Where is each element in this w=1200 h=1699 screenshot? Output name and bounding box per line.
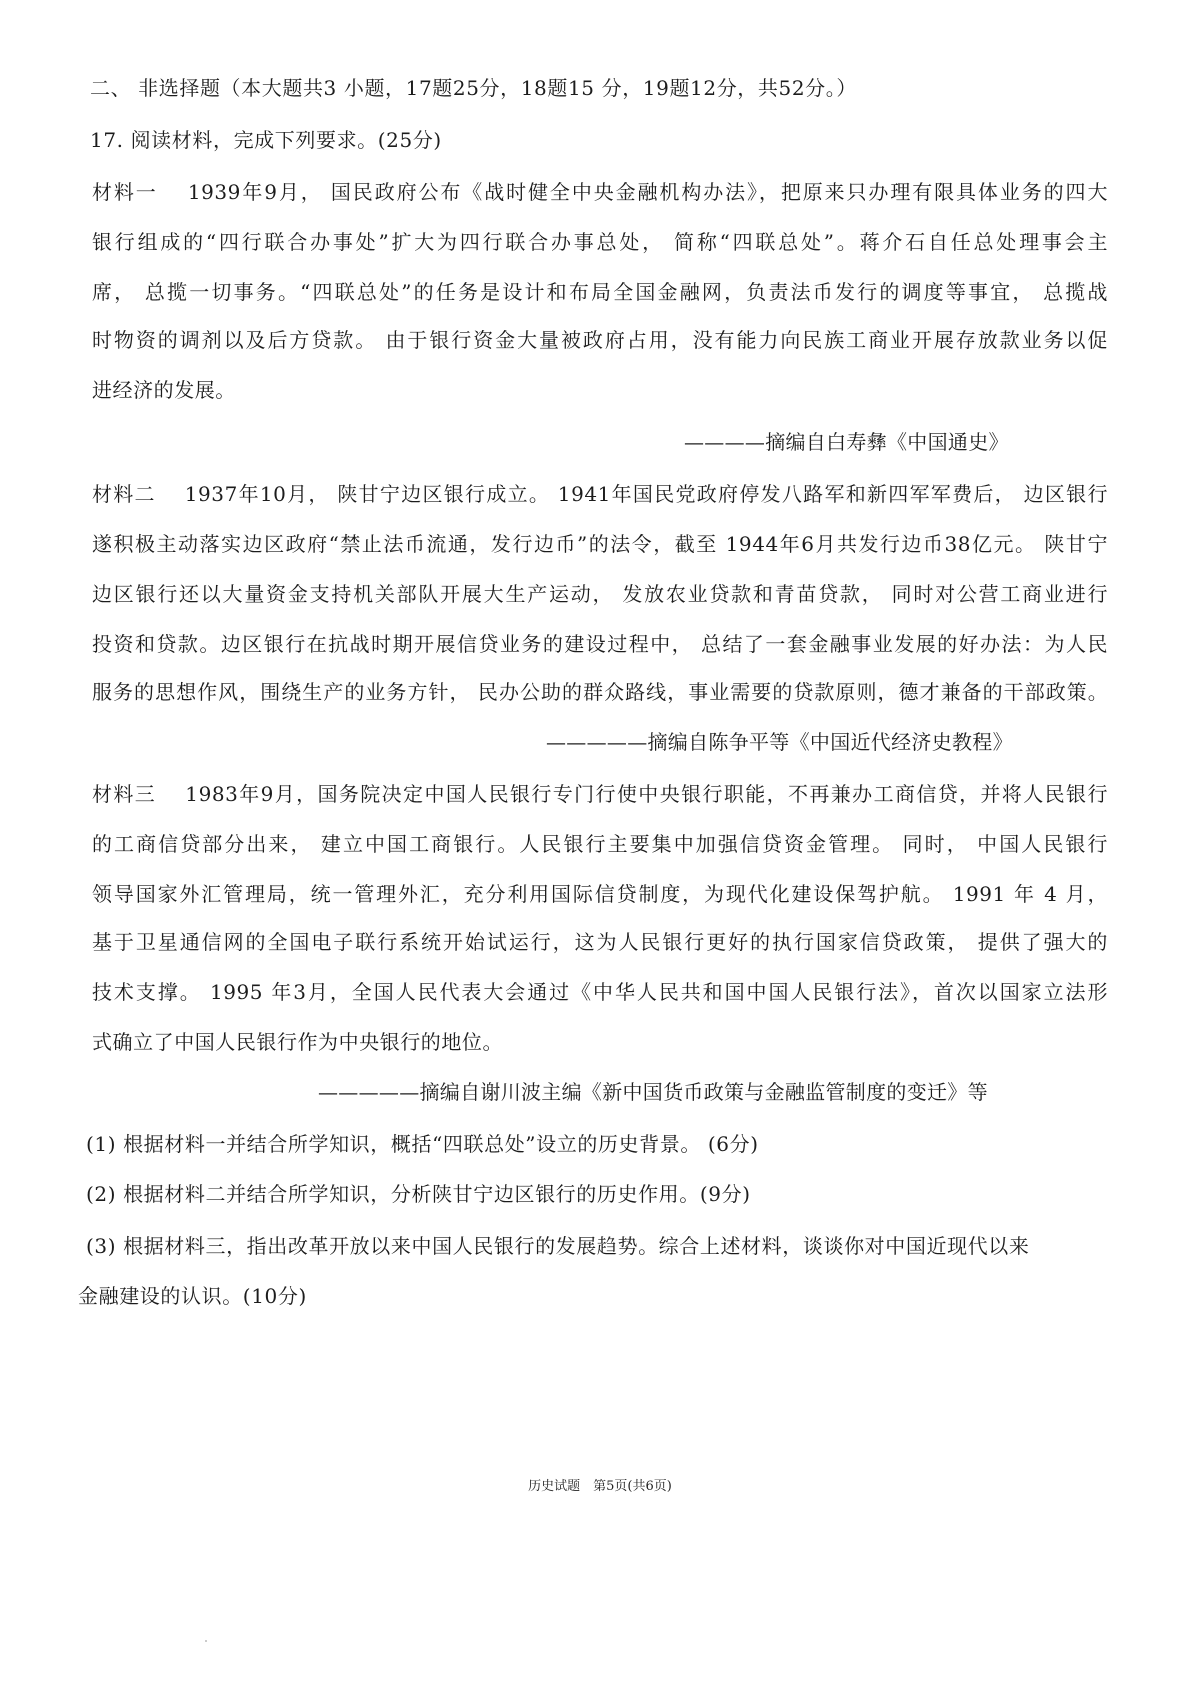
scan-speck [205, 1640, 207, 1642]
material-one-line: 材料一 1939年9月， 国民政府公布《战时健全中央金融机构办法》，把原来只办理有限具体业务的四大 [92, 180, 1108, 204]
question-prompt: 17. 阅读材料，完成下列要求。(25分) [90, 128, 442, 152]
material-two-line: 遂积极主动落实边区政府“禁止法币流通，发行边币”的法令，截至 1944年6月共发行边币38亿元。 陕甘宁 [92, 532, 1108, 556]
material-three-line: 的工商信贷部分出来， 建立中国工商银行。人民银行主要集中加强信贷资金管理。 同时， 中国人民银行 [92, 832, 1108, 856]
task-two: (2) 根据材料二并结合所学知识，分析陕甘宁边区银行的历史作用。(9分) [86, 1182, 751, 1206]
material-one-line: 时物资的调剂以及后方贷款。 由于银行资金大量被政府占用，没有能力向民族工商业开展存放款业务以促 [92, 328, 1108, 352]
material-two-line: 边区银行还以大量资金支持机关部队开展大生产运动， 发放农业贷款和青苗贷款， 同时对公营工商业进行 [92, 582, 1108, 606]
material-one-line: 银行组成的“四行联合办事处”扩大为四行联合办事总处， 简称“四联总处”。蒋介石自任总处理事会主 [92, 230, 1108, 254]
task-one: (1) 根据材料一并结合所学知识，概括“四联总处”设立的历史背景。 (6分) [86, 1132, 759, 1156]
section-heading: 二、 非选择题（本大题共3 小题，17题25分，18题15 分，19题12分，共52分。） [90, 76, 857, 100]
material-one-line: 席， 总揽一切事务。“四联总处”的任务是设计和布局全国金融网，负责法币发行的调度等事宜， 总揽战 [92, 280, 1108, 304]
material-three-line: 技术支撑。 1995 年3月，全国人民代表大会通过《中华人民共和国中国人民银行法》，首次以国家立法形 [92, 980, 1108, 1004]
material-one-source: ————摘编自白寿彝《中国通史》 [684, 430, 1009, 454]
page-footer: 历史试题 第5页(共6页) [528, 1479, 672, 1494]
material-one-line: 进经济的发展。 [92, 378, 236, 402]
material-three-line: 基于卫星通信网的全国电子联行系统开始试运行，这为人民银行更好的执行国家信贷政策， 提供了强大的 [92, 930, 1108, 954]
task-three-line-two: 金融建设的认识。(10分) [78, 1284, 307, 1308]
material-two-line: 服务的思想作风，围绕生产的业务方针， 民办公助的群众路线，事业需要的贷款原则，德才兼备的干部政策。 [92, 680, 1108, 704]
material-three-line: 式确立了中国人民银行作为中央银行的地位。 [92, 1030, 503, 1054]
material-two-source: —————摘编自陈争平等《中国近代经济史教程》 [546, 730, 1013, 754]
material-two-line: 投资和贷款。边区银行在抗战时期开展信贷业务的建设过程中， 总结了一套金融事业发展的好办法：为人民 [92, 632, 1108, 656]
task-three-line-one: (3) 根据材料三，指出改革开放以来中国人民银行的发展趋势。综合上述材料，谈谈你对中国近现代以来 [86, 1234, 1030, 1258]
material-three-line: 领导国家外汇管理局，统一管理外汇，充分利用国际信贷制度，为现代化建设保驾护航。 1991 年 4 月， [92, 882, 1108, 906]
material-three-source: —————摘编自谢川波主编《新中国货币政策与金融监管制度的变迁》等 [318, 1080, 988, 1104]
material-three-line: 材料三 1983年9月，国务院决定中国人民银行专门行使中央银行职能，不再兼办工商信贷，并将人民银行 [92, 782, 1108, 806]
material-two-line: 材料二 1937年10月， 陕甘宁边区银行成立。 1941年国民党政府停发八路军和新四军军费后， 边区银行 [92, 482, 1108, 506]
